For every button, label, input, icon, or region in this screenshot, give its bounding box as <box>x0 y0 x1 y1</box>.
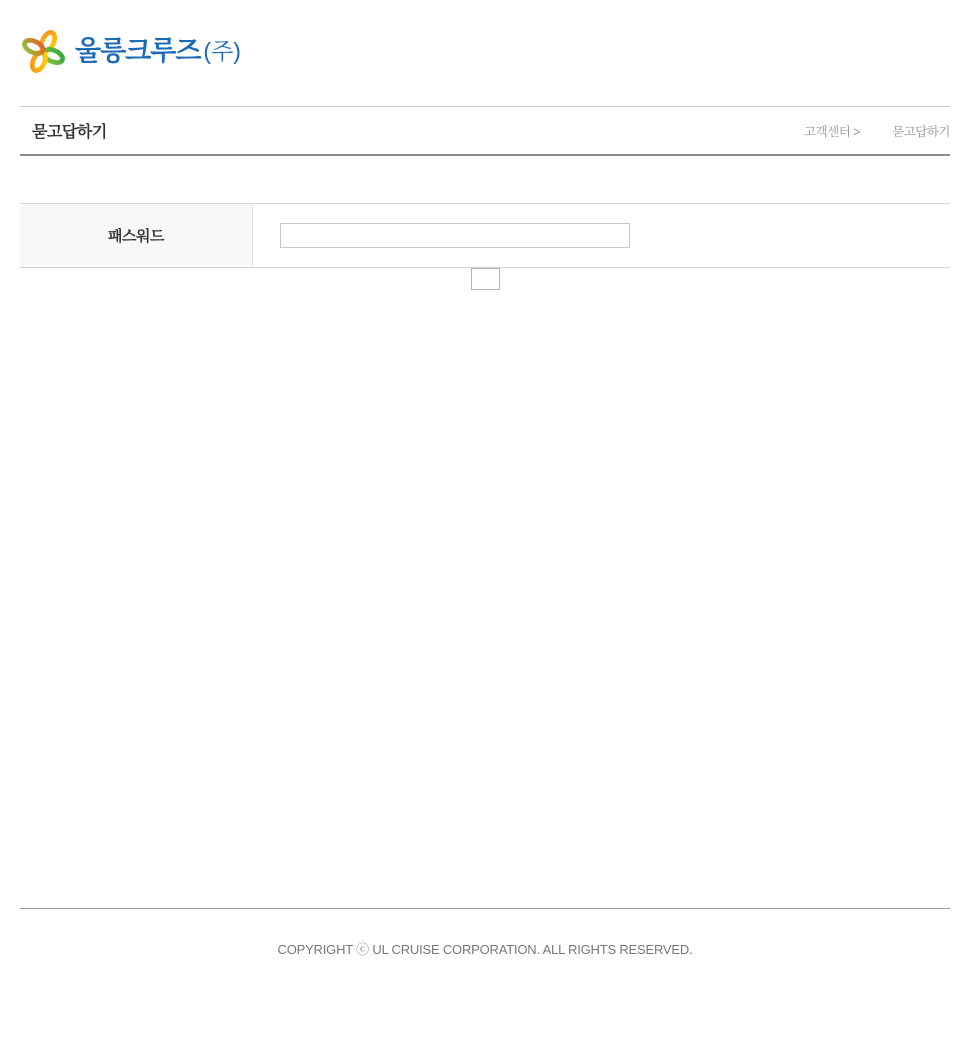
copyright-text: COPYRIGHT ⓒ UL CRUISE CORPORATION. ALL RIGHTS RESERVED. <box>277 942 693 957</box>
page-head <box>20 106 950 156</box>
company-suffix: (주) <box>203 38 241 64</box>
submit-row <box>0 268 970 294</box>
password-form-table <box>20 203 950 268</box>
footer <box>20 908 950 958</box>
password-label: 패스워드 <box>20 204 253 267</box>
page-title: 묻고답하기 <box>32 124 107 141</box>
logo-flower-icon <box>20 28 67 75</box>
company-name: 울릉크루즈 <box>75 36 201 66</box>
password-field-cell <box>253 204 950 267</box>
breadcrumb-qna[interactable]: 묻고답하기 <box>892 124 950 139</box>
password-input[interactable] <box>280 223 630 248</box>
logo[interactable] <box>20 28 241 75</box>
breadcrumb-customer-center[interactable]: 고객센터 > <box>804 124 861 139</box>
submit-button[interactable] <box>471 268 500 290</box>
breadcrumb <box>804 122 950 140</box>
